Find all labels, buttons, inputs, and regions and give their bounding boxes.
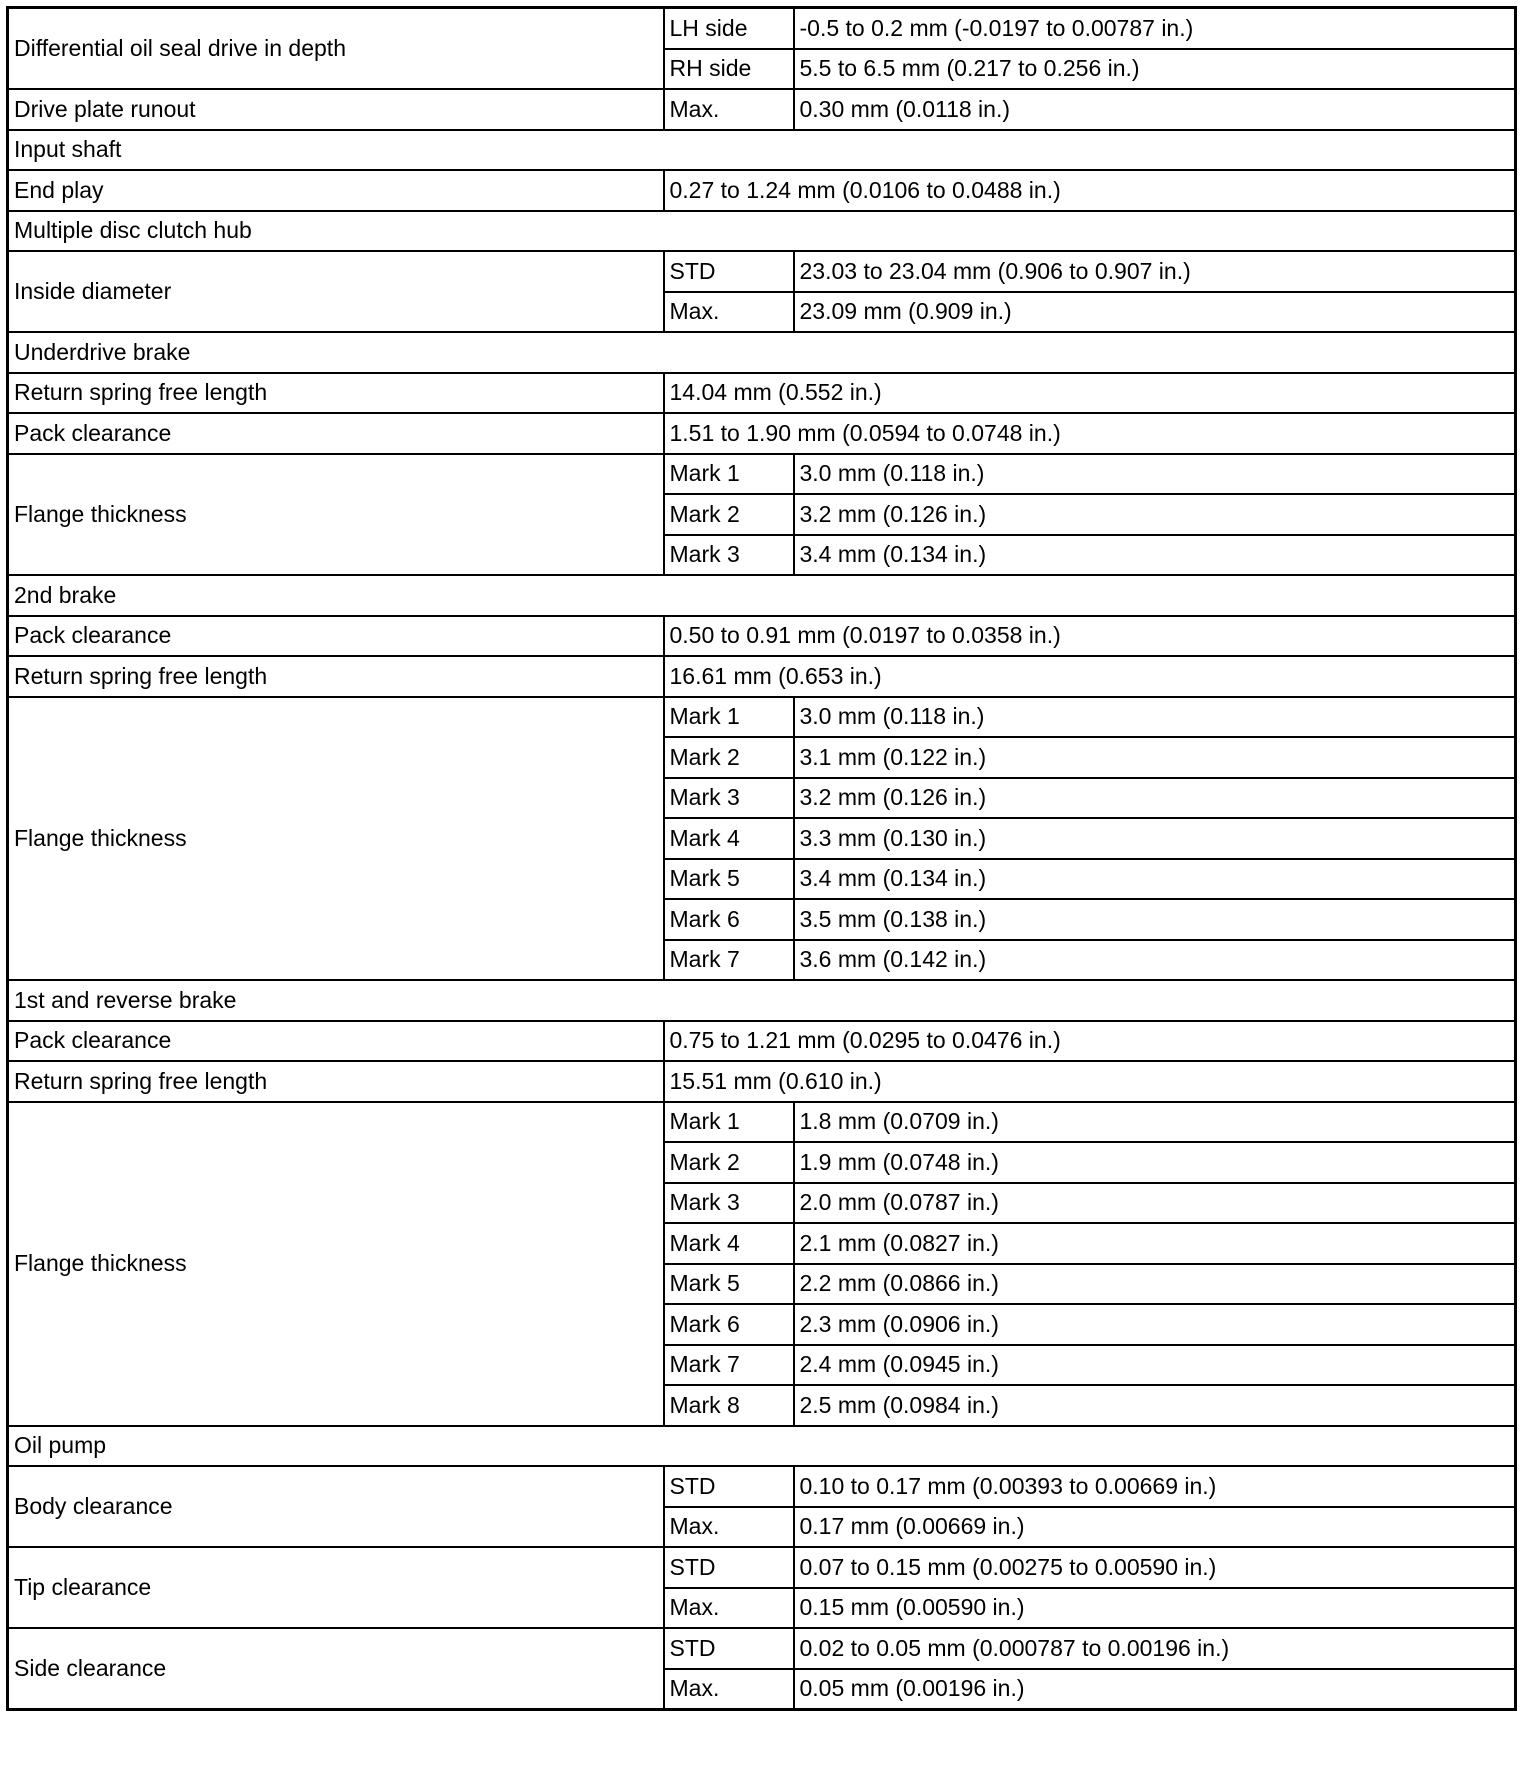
spec-condition: Mark 2 xyxy=(664,494,794,535)
spec-condition: Mark 1 xyxy=(664,1102,794,1143)
spec-row xyxy=(8,8,1516,49)
spec-value: 2.0 mm (0.0787 in.) xyxy=(794,1183,1516,1224)
spec-row xyxy=(8,1466,1516,1507)
spec-value: 2.4 mm (0.0945 in.) xyxy=(794,1345,1516,1386)
spec-condition: Mark 4 xyxy=(664,1223,794,1264)
spec-condition: Mark 7 xyxy=(664,940,794,981)
spec-value: 0.10 to 0.17 mm (0.00393 to 0.00669 in.) xyxy=(794,1466,1516,1507)
spec-row xyxy=(8,89,1516,130)
spec-value: 3.5 mm (0.138 in.) xyxy=(794,899,1516,940)
spec-label: Body clearance xyxy=(8,1466,664,1547)
section-header-row xyxy=(8,575,1516,616)
spec-condition: Max. xyxy=(664,1588,794,1629)
spec-condition: Max. xyxy=(664,292,794,333)
spec-value: 3.0 mm (0.118 in.) xyxy=(794,454,1516,495)
section-header-row xyxy=(8,130,1516,171)
spec-condition: Mark 3 xyxy=(664,535,794,576)
spec-row xyxy=(8,1102,1516,1143)
spec-row xyxy=(8,1547,1516,1588)
spec-condition: Mark 2 xyxy=(664,1142,794,1183)
spec-value: 23.09 mm (0.909 in.) xyxy=(794,292,1516,333)
spec-label: Inside diameter xyxy=(8,251,664,332)
spec-value: 3.1 mm (0.122 in.) xyxy=(794,737,1516,778)
spec-label: Side clearance xyxy=(8,1628,664,1710)
section-title: Underdrive brake xyxy=(8,332,1516,373)
spec-value: 0.30 mm (0.0118 in.) xyxy=(794,89,1516,130)
specification-table-body xyxy=(8,8,1516,1710)
spec-condition: STD xyxy=(664,1547,794,1588)
spec-value: 16.61 mm (0.653 in.) xyxy=(664,656,1516,697)
spec-condition: Mark 8 xyxy=(664,1385,794,1426)
section-title: Oil pump xyxy=(8,1426,1516,1467)
spec-condition: Mark 3 xyxy=(664,778,794,819)
spec-value: 1.8 mm (0.0709 in.) xyxy=(794,1102,1516,1143)
spec-label: Pack clearance xyxy=(8,616,664,657)
spec-value: 3.4 mm (0.134 in.) xyxy=(794,859,1516,900)
spec-label: Flange thickness xyxy=(8,454,664,576)
section-header-row xyxy=(8,980,1516,1021)
spec-label: Drive plate runout xyxy=(8,89,664,130)
specification-table xyxy=(6,6,1517,1711)
spec-value: 3.3 mm (0.130 in.) xyxy=(794,818,1516,859)
section-title: Multiple disc clutch hub xyxy=(8,211,1516,252)
spec-label: Tip clearance xyxy=(8,1547,664,1628)
spec-value: 3.4 mm (0.134 in.) xyxy=(794,535,1516,576)
spec-value: 2.3 mm (0.0906 in.) xyxy=(794,1304,1516,1345)
spec-label: Return spring free length xyxy=(8,373,664,414)
spec-value: 15.51 mm (0.610 in.) xyxy=(664,1061,1516,1102)
section-title: 1st and reverse brake xyxy=(8,980,1516,1021)
spec-condition: Mark 4 xyxy=(664,818,794,859)
spec-value: 0.17 mm (0.00669 in.) xyxy=(794,1507,1516,1548)
spec-row xyxy=(8,1061,1516,1102)
spec-value: 2.2 mm (0.0866 in.) xyxy=(794,1264,1516,1305)
spec-label: Return spring free length xyxy=(8,656,664,697)
spec-condition: Mark 3 xyxy=(664,1183,794,1224)
spec-condition: STD xyxy=(664,1628,794,1669)
spec-row xyxy=(8,1021,1516,1062)
section-header-row xyxy=(8,332,1516,373)
spec-label: Pack clearance xyxy=(8,1021,664,1062)
spec-value: 0.27 to 1.24 mm (0.0106 to 0.0488 in.) xyxy=(664,170,1516,211)
spec-condition: Mark 5 xyxy=(664,859,794,900)
spec-value: 3.2 mm (0.126 in.) xyxy=(794,778,1516,819)
spec-label: Pack clearance xyxy=(8,413,664,454)
spec-value: 1.9 mm (0.0748 in.) xyxy=(794,1142,1516,1183)
spec-value: 0.05 mm (0.00196 in.) xyxy=(794,1669,1516,1710)
spec-row xyxy=(8,373,1516,414)
spec-value: 14.04 mm (0.552 in.) xyxy=(664,373,1516,414)
spec-value: 3.6 mm (0.142 in.) xyxy=(794,940,1516,981)
section-title: 2nd brake xyxy=(8,575,1516,616)
spec-row xyxy=(8,170,1516,211)
section-header-row xyxy=(8,211,1516,252)
spec-label: End play xyxy=(8,170,664,211)
spec-row xyxy=(8,413,1516,454)
spec-condition: Mark 6 xyxy=(664,899,794,940)
spec-value: 0.75 to 1.21 mm (0.0295 to 0.0476 in.) xyxy=(664,1021,1516,1062)
section-title: Input shaft xyxy=(8,130,1516,171)
spec-condition: Mark 7 xyxy=(664,1345,794,1386)
spec-condition: Mark 1 xyxy=(664,697,794,738)
spec-condition: Mark 6 xyxy=(664,1304,794,1345)
spec-row xyxy=(8,656,1516,697)
spec-value: 1.51 to 1.90 mm (0.0594 to 0.0748 in.) xyxy=(664,413,1516,454)
spec-value: 3.2 mm (0.126 in.) xyxy=(794,494,1516,535)
spec-row xyxy=(8,251,1516,292)
spec-label: Flange thickness xyxy=(8,1102,664,1426)
spec-value: 5.5 to 6.5 mm (0.217 to 0.256 in.) xyxy=(794,49,1516,90)
spec-row xyxy=(8,1628,1516,1669)
spec-condition: STD xyxy=(664,251,794,292)
spec-value: 3.0 mm (0.118 in.) xyxy=(794,697,1516,738)
spec-value: 2.5 mm (0.0984 in.) xyxy=(794,1385,1516,1426)
spec-value: 0.02 to 0.05 mm (0.000787 to 0.00196 in.) xyxy=(794,1628,1516,1669)
spec-condition: STD xyxy=(664,1466,794,1507)
spec-label: Flange thickness xyxy=(8,697,664,981)
spec-condition: Max. xyxy=(664,1669,794,1710)
spec-condition: LH side xyxy=(664,8,794,49)
spec-value: -0.5 to 0.2 mm (-0.0197 to 0.00787 in.) xyxy=(794,8,1516,49)
spec-condition: Max. xyxy=(664,89,794,130)
spec-condition: RH side xyxy=(664,49,794,90)
spec-label: Differential oil seal drive in depth xyxy=(8,8,664,90)
spec-condition: Mark 5 xyxy=(664,1264,794,1305)
section-header-row xyxy=(8,1426,1516,1467)
spec-value: 2.1 mm (0.0827 in.) xyxy=(794,1223,1516,1264)
spec-condition: Max. xyxy=(664,1507,794,1548)
spec-condition: Mark 1 xyxy=(664,454,794,495)
spec-value: 0.15 mm (0.00590 in.) xyxy=(794,1588,1516,1629)
spec-value: 0.50 to 0.91 mm (0.0197 to 0.0358 in.) xyxy=(664,616,1516,657)
spec-row xyxy=(8,454,1516,495)
spec-value: 23.03 to 23.04 mm (0.906 to 0.907 in.) xyxy=(794,251,1516,292)
spec-label: Return spring free length xyxy=(8,1061,664,1102)
spec-row xyxy=(8,616,1516,657)
spec-condition: Mark 2 xyxy=(664,737,794,778)
spec-row xyxy=(8,697,1516,738)
spec-value: 0.07 to 0.15 mm (0.00275 to 0.00590 in.) xyxy=(794,1547,1516,1588)
